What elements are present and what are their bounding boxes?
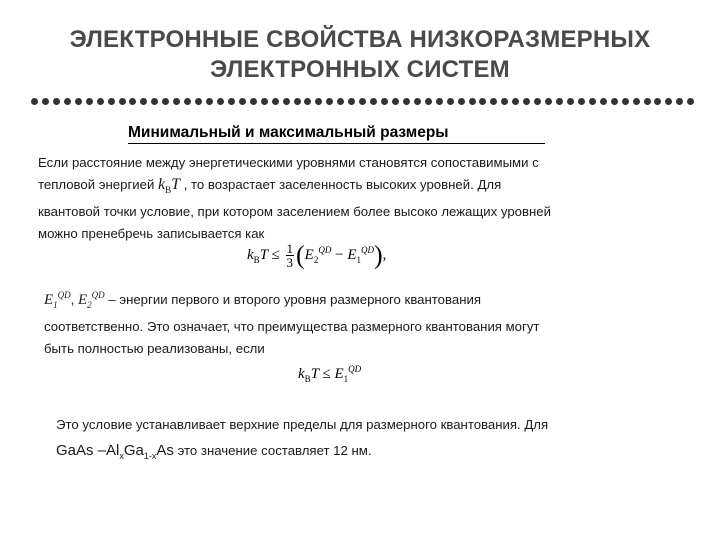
divider-dot (490, 98, 497, 105)
divider-dot (436, 98, 443, 105)
divider-dot (294, 98, 301, 105)
divider-dot (53, 98, 60, 105)
divider-dot (97, 98, 104, 105)
divider-dot (228, 98, 235, 105)
divider-dot (644, 98, 651, 105)
section-subtitle: Минимальный и максимальный размеры (128, 124, 545, 144)
fraction-one-third: $\frac{1}{3}$ (286, 241, 293, 270)
divider-dot (665, 98, 672, 105)
divider-dot (447, 98, 454, 105)
divider-dot (676, 98, 683, 105)
divider-dot (501, 98, 508, 105)
divider-dot (173, 98, 180, 105)
divider-dot (600, 98, 607, 105)
divider-dot (64, 98, 71, 105)
divider-dot (184, 98, 191, 105)
divider-dot (479, 98, 486, 105)
divider-dot (578, 98, 585, 105)
divider-dot (545, 98, 552, 105)
kbt-symbol: $k_BT$ (158, 176, 181, 196)
p2-line-3: быть полностью реализованы, если (44, 341, 265, 356)
divider-dot (337, 98, 344, 105)
divider-dot (151, 98, 158, 105)
divider-dot (403, 98, 410, 105)
p3-line-2: GaAs $-Al_xGa_{1-x}As$ это значение составляет 12 нм. (56, 442, 372, 461)
paragraph-1 (38, 152, 551, 245)
paragraph-3 (56, 414, 548, 467)
divider-dot (261, 98, 268, 105)
divider-dot (392, 98, 399, 105)
divider-dot (556, 98, 563, 105)
divider-dot (469, 98, 476, 105)
divider-dot (315, 98, 322, 105)
divider-dot (381, 98, 388, 105)
divider-dot (425, 98, 432, 105)
paragraph-2 (44, 284, 539, 360)
divider-dot (633, 98, 640, 105)
p2-line-2: соответственно. Это означает, что преимущества размерного квантования могут (44, 319, 540, 334)
formula-2: $k_BT \le E_1^{QD}$ (298, 364, 362, 384)
divider-dot (534, 98, 541, 105)
divider-dot (195, 98, 202, 105)
p2-line-1: $E_1^{QD}$, $E_2^{QD}$ – энергии первого и второго уровня размерного квантования (44, 290, 481, 310)
divider-dot (687, 98, 694, 105)
divider-dot (42, 98, 49, 105)
divider-dot (348, 98, 355, 105)
divider-dot (589, 98, 596, 105)
p1-line-4: можно пренебречь записывается как (38, 226, 265, 242)
divider-dot (611, 98, 618, 105)
divider-dot (458, 98, 465, 105)
divider-dot (162, 98, 169, 105)
divider-dot (414, 98, 421, 105)
slide-title-line-2: ЭЛЕКТРОННЫХ СИСТЕМ (210, 56, 510, 83)
divider-dot (140, 98, 147, 105)
divider-dot (75, 98, 82, 105)
divider-dot (86, 98, 93, 105)
divider-dot (272, 98, 279, 105)
divider-dot (129, 98, 136, 105)
divider-dot (622, 98, 629, 105)
divider-dot (370, 98, 377, 105)
divider-dot (512, 98, 519, 105)
divider-dot (239, 98, 246, 105)
divider-dot (31, 98, 38, 105)
p3-line-1: Это условие устанавливает верхние пределы для размерного квантования. Для (56, 417, 549, 432)
divider-dot (304, 98, 311, 105)
p1-line-3: квантовой точки условие, при котором заселением более высоко лежащих уровней (38, 204, 551, 220)
p1-line-1: Если расстояние между энергетическими уровнями становятся сопоставимыми с (38, 155, 539, 170)
divider-dot (283, 98, 290, 105)
divider-dot (567, 98, 574, 105)
dotted-divider (31, 98, 695, 110)
formula-1: $k_BT$ ≤ $\frac{1}{3}$ $(E_2^{QD} - E_1^{QD})$, (247, 240, 387, 270)
divider-dot (523, 98, 530, 105)
p1-line-2: тепловой энергией $k_BT$ , то возрастает заселенность высоких уровней. Для (38, 176, 502, 196)
slide-title-line-1: ЭЛЕКТРОННЫЕ СВОЙСТВА НИЗКОРАЗМЕРНЫХ (69, 26, 651, 53)
divider-dot (654, 98, 661, 105)
divider-dot (250, 98, 257, 105)
divider-dot (326, 98, 333, 105)
divider-dot (206, 98, 213, 105)
divider-dot (359, 98, 366, 105)
divider-dot (108, 98, 115, 105)
divider-dot (217, 98, 224, 105)
divider-dot (119, 98, 126, 105)
